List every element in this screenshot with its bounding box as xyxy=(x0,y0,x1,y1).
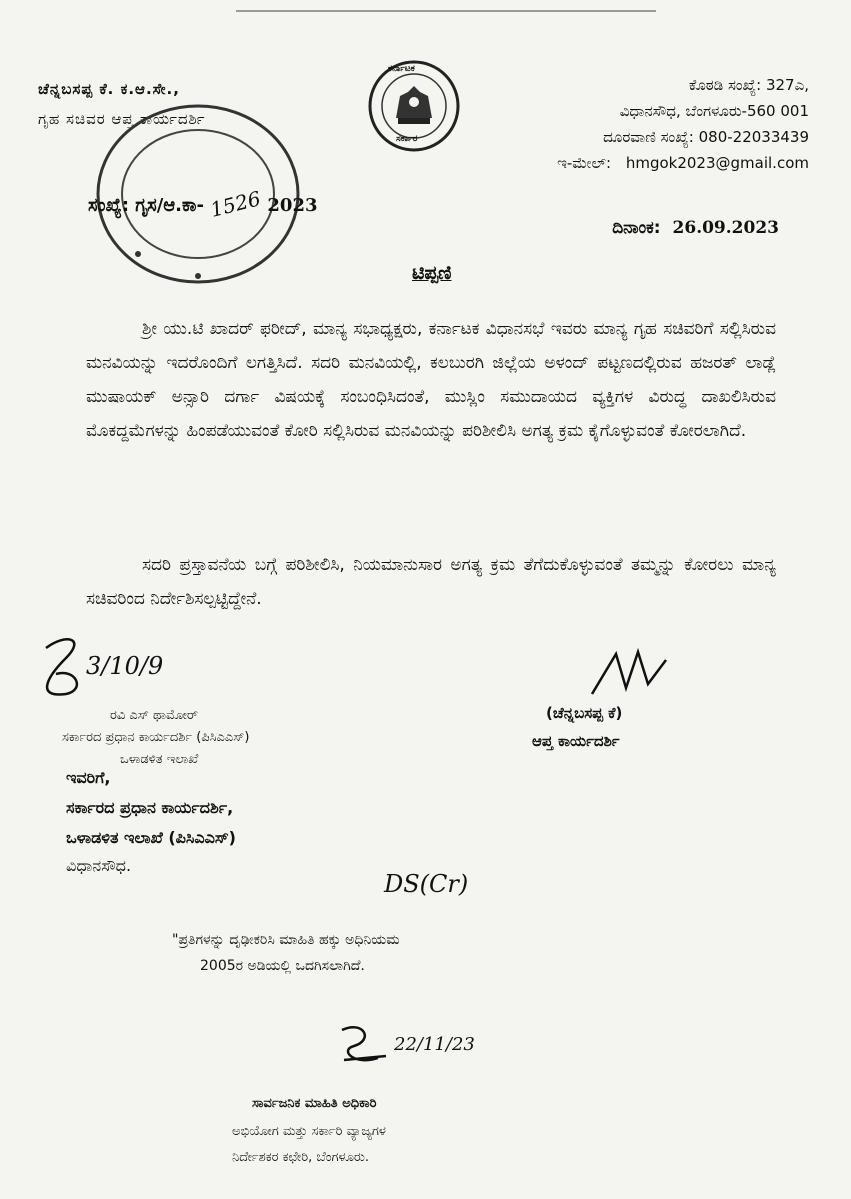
reference-label: ಸಂಖ್ಯೆ: ಗೃಸ/ಆ.ಕಾ- xyxy=(88,195,204,216)
emblem-top-text: ಕರ್ನಾಟಕ xyxy=(388,64,415,74)
recipient-line-1: ಸರ್ಕಾರದ ಪ್ರಧಾನ ಕಾರ್ಯದರ್ಶಿ, xyxy=(66,798,234,817)
left-signature-date: 3/10/9 xyxy=(86,652,164,680)
sender-designation: ಗೃಹ ಸಚಿವರ ಆಪ್ತ ಕಾರ್ಯದರ್ಶಿ xyxy=(38,110,206,128)
certification-line-1: "ಪ್ರತಿಗಳನ್ನು ದೃಢೀಕರಿಸಿ ಮಾಹಿತಿ ಹಕ್ಕು ಅಧಿನಿಯಮ xyxy=(172,932,400,948)
recipient-line-2: ಒಳಾಡಳಿತ ಇಲಾಖೆ (ಪಿಸಿಎಎಸ್) xyxy=(66,828,236,847)
reference-year: 2023 xyxy=(267,195,318,216)
email-row xyxy=(557,154,809,172)
email-value: hmgok2023@gmail.com xyxy=(625,154,809,172)
scan-edge-line xyxy=(236,10,656,12)
reference-handwritten-number: 1526 xyxy=(208,186,264,222)
handwritten-note: DS(Cr) xyxy=(384,870,469,898)
document-heading: ಟಿಪ್ಪಣಿ xyxy=(412,262,452,284)
right-signature-scribble xyxy=(586,644,676,704)
room-number: ಕೊಠಡಿ ಸಂಖ್ಯೆ: 327ಎ, xyxy=(688,76,809,94)
phone-number: ದೂರವಾಣಿ ಸಂಖ್ಯೆ: 080-22033439 xyxy=(603,128,809,146)
pio-office-1: ಅಭಿಯೋಗ ಮತ್ತು ಸರ್ಕಾರಿ ವ್ಯಾಜ್ಯಗಳ xyxy=(232,1124,386,1139)
reference-number xyxy=(88,186,318,222)
body-paragraph-1: ಶ್ರೀ ಯು.ಟಿ ಖಾದರ್ ಫರೀದ್, ಮಾನ್ಯ ಸಭಾಧ್ಯಕ್ಷರು, ಕರ್ನಾಟಕ ವಿಧಾನಸಭೆ ಇವರು ಮಾನ್ಯ ಗೃಹ ಸಚಿವರಿಗೆ ಸಲ್ಲಿಸಿರುವ ಮನವಿಯನ್ನು ಇದರೊಂದಿಗೆ ಲಗತ್ತಿಸಿದೆ. ಸದರಿ ಮನವಿಯಲ್ಲಿ, ಕಲಬುರಗಿ ಜಿಲ್ಲೆಯ ಅಳಂದ್ ಪಟ್ಟಣದಲ್ಲಿರುವ ಹಜರತ್ ಲಾಡ್ಲೆ ಮುಷಾಯಕ್ ಅನ್ಸಾರಿ ದರ್ಗಾ ವಿಷಯಕ್ಕೆ ಸಂಬಂಧಿಸಿದಂತೆ, ಮುಸ್ಲಿಂ ಸಮುದಾಯದ ವ್ಯಕ್ತಿಗಳ ವಿರುದ್ಧ ದಾಖಲಿಸಿರುವ ಮೊಕದ್ದಮೆಗಳನ್ನು ಹಿಂಪಡೆಯುವಂತೆ ಕೋರಿ ಸಲ್ಲಿಸಿರುವ ಮನವಿಯನ್ನು ಪರಿಶೀಲಿಸಿ ಅಗತ್ಯ ಕ್ರಮ ಕೈಗೊಳ್ಳುವಂತೆ ಕೋರಲಾಗಿದೆ. xyxy=(86,319,776,441)
emblem-bottom-text: ಸರ್ಕಾರ xyxy=(396,134,418,144)
left-signatory-designation-2: ಒಳಾಡಳಿತ ಇಲಾಖೆ xyxy=(120,752,199,767)
recipient-line-3: ವಿಧಾನಸೌಧ. xyxy=(66,856,132,875)
date-label: ದಿನಾಂಕ: xyxy=(612,218,661,238)
certification-line-2: 2005ರ ಅಡಿಯಲ್ಲಿ ಒದಗಿಸಲಾಗಿದೆ. xyxy=(200,958,365,974)
right-signatory-name: (ಚೆನ್ನಬಸಪ್ಪ ಕೆ) xyxy=(546,704,623,722)
sender-name: ಚೆನ್ನಬಸಪ್ಪ ಕೆ. ಕ.ಆ.ಸೇ., xyxy=(38,80,180,98)
date-row xyxy=(612,218,779,238)
building-address: ವಿಧಾನಸೌಧ, ಬೆಂಗಳೂರು-560 001 xyxy=(619,102,809,120)
right-signatory-designation: ಆಪ್ತ ಕಾರ್ಯದರ್ಶಿ xyxy=(532,732,620,750)
recipient-to: ಇವರಿಗೆ, xyxy=(66,768,111,787)
body-paragraph-2: ಸದರಿ ಪ್ರಸ್ತಾವನೆಯ ಬಗ್ಗೆ ಪರಿಶೀಲಿಸಿ, ನಿಯಮಾನುಸಾರ ಅಗತ್ಯ ಕ್ರಮ ತೆಗೆದುಕೊಳ್ಳುವಂತೆ ತಮ್ಮನ್ನು ಕೋರಲು ಮಾನ್ಯ ಸಚಿವರಿಂದ ನಿರ್ದೇಶಿಸಲ್ಪಟ್ಟಿದ್ದೇನೆ. xyxy=(86,555,776,609)
email-label: ಇ-ಮೇಲ್: xyxy=(557,154,612,172)
pio-signature-scribble xyxy=(334,1020,394,1070)
pio-office-2: ನಿರ್ದೇಶಕರ ಕಛೇರಿ, ಬೆಂಗಳೂರು. xyxy=(232,1150,370,1165)
pio-signature-date: 22/11/23 xyxy=(394,1034,475,1055)
left-signatory-name: ರವಿ ಎಸ್ ಥಾಮೋರ್ xyxy=(110,708,198,723)
date-value: 26.09.2023 xyxy=(672,218,779,238)
left-signatory-designation-1: ಸರ್ಕಾರದ ಪ್ರಧಾನ ಕಾರ್ಯದರ್ಶಿ (ಪಿಸಿಎಎಸ್) xyxy=(62,730,250,745)
pio-title: ಸಾರ್ವಜನಿಕ ಮಾಹಿತಿ ಅಧಿಕಾರಿ xyxy=(252,1096,377,1111)
